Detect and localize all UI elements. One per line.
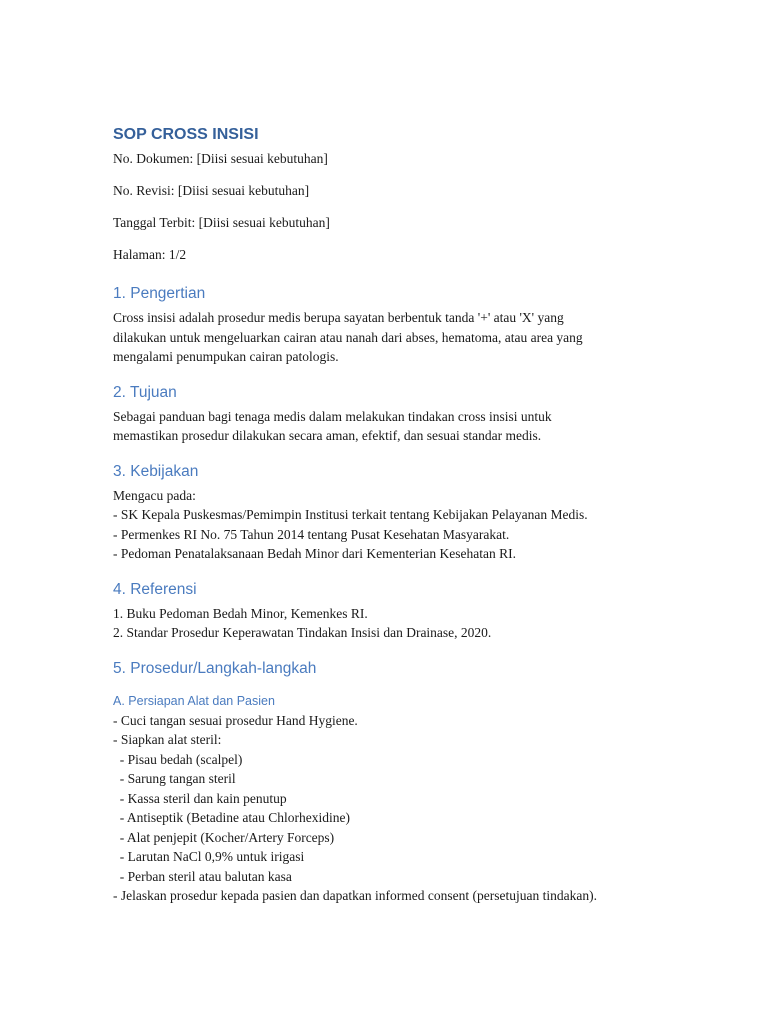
document-title: SOP CROSS INSISI [113,126,259,143]
doc-number: No. Dokumen: [Diisi sesuai kebutuhan] [113,151,328,166]
list-item: - Pisau bedah (scalpel) [113,751,243,767]
list-item: - Permenkes RI No. 75 Tahun 2014 tentang Pusat Kesehatan Masyarakat. [113,526,510,542]
list-item: - Antiseptik (Betadine atau Chlorhexidine) [113,810,350,825]
issue-date: Tanggal Terbit: [Diisi sesuai kebutuhan] [113,215,330,230]
section-heading: 2. Tujuan [113,383,177,401]
section-tujuan [113,383,673,446]
section-kebijakan [113,462,673,564]
section-referensi [113,580,673,643]
section-heading: 4. Referensi [113,580,197,598]
list-item: - SK Kepala Puskesmas/Pemimpin Institusi terkait tentang Kebijakan Pelayanan Medis. [113,507,588,522]
list-item: - Pedoman Penatalaksanaan Bedah Minor dari Kementerian Kesehatan RI. [113,546,516,561]
section-heading: 1. Pengertian [113,285,206,302]
paragraph-line: Cross insisi adalah prosedur medis berupa sayatan berbentuk tanda '+' atau 'X' yang [113,310,564,325]
section-heading: 5. Prosedur/Langkah-langkah [113,659,317,677]
revision-number: No. Revisi: [Diisi sesuai kebutuhan] [113,183,310,198]
section-pengertian [113,284,673,367]
list-item: - Jelaskan prosedur kepada pasien dan dapatkan informed consent (persetujuan tindakan). [113,888,597,903]
paragraph-line: memastikan prosedur dilakukan secara aman, efektif, dan sesuai standar medis. [113,428,542,443]
section-prosedur [113,659,673,906]
section-heading: 3. Kebijakan [113,462,199,480]
list-item: - Sarung tangan steril [113,771,236,786]
list-item: - Cuci tangan sesuai prosedur Hand Hygiene. [113,712,358,728]
paragraph-line: dilakukan untuk mengeluarkan cairan atau nanah dari abses, hematoma, atau area yang [113,329,583,345]
paragraph-line: Sebagai panduan bagi tenaga medis dalam melakukan tindakan cross insisi untuk [113,408,552,424]
list-item: - Larutan NaCl 0,9% untuk irigasi [113,849,305,864]
document-page [113,124,673,906]
list-item: - Siapkan alat steril: [113,732,222,747]
list-item: 1. Buku Pedoman Bedah Minor, Kemenkes RI. [113,605,368,621]
paragraph-line: Mengacu pada: [113,487,196,503]
list-item: - Perban steril atau balutan kasa [113,868,292,884]
list-item: - Alat penjepit (Kocher/Artery Forceps) [113,829,335,845]
page-number: Halaman: 1/2 [113,247,187,262]
subsection-heading: A. Persiapan Alat dan Pasien [113,693,275,708]
paragraph-line: mengalami penumpukan cairan patologis. [113,349,339,364]
list-item: - Kassa steril dan kain penutup [113,790,287,806]
list-item: 2. Standar Prosedur Keperawatan Tindakan Insisi dan Drainase, 2020. [113,625,492,640]
